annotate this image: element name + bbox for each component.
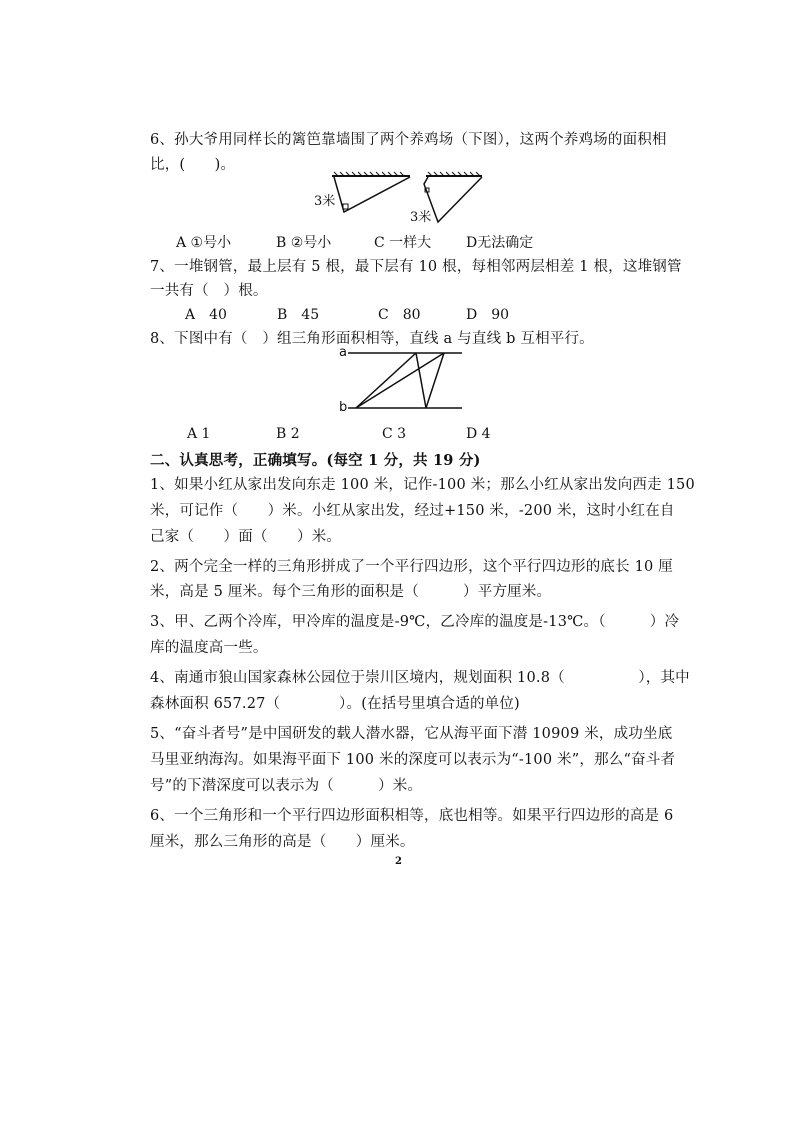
s2-line: 3、甲、乙两个冷库，甲冷库的温度是-9℃，乙冷库的温度是-13℃。（ ）冷 — [150, 614, 680, 630]
s2-line: 5、“奋斗者号”是中国研发的载人潜水器，它从海平面下潜 10909 米，成功坐底 — [150, 726, 673, 742]
q7-line-1: 7、一堆钢管，最上层有 5 根，最下层有 10 根，每相邻两层相差 1 根，这堆钢管 — [150, 259, 682, 275]
s2-line: 米，可记作（ ）米。小红从家出发，经过+150 米，-200 米，这时小红在自 — [150, 503, 675, 519]
fig1-label: 3米 — [314, 194, 336, 209]
q7-option-d: D 90 — [466, 307, 510, 323]
s2-line: 厘米，那么三角形的高是（ ）厘米。 — [150, 834, 415, 850]
q6-line-2: 比，( )。 — [150, 157, 236, 173]
q7-option-a: A 40 — [185, 307, 227, 323]
s2-line: 库的温度高一些。 — [150, 640, 268, 656]
s2-line: 号”的下潜深度可以表示为（ ）米。 — [150, 778, 423, 794]
line-b-label: b — [339, 400, 348, 415]
s2-line: 马里亚纳海沟。如果海平面下 100 米的深度可以表示为“-100 米”，那么“奋斗者 — [150, 752, 676, 768]
q7-line-2: 一共有（ ）根。 — [150, 283, 268, 299]
q6-line-1: 6、孙大爷用同样长的篱笆靠墙围了两个养鸡场（下图），这两个养鸡场的面积相 — [150, 132, 667, 148]
q7-option-b: B 45 — [277, 307, 320, 323]
q8-line-1: 8、下图中有（ ）组三角形面积相等，直线 a 与直线 b 互相平行。 — [150, 331, 594, 347]
chicken-farm-figure — [310, 168, 490, 226]
s2-line: 2、两个完全一样的三角形拼成了一个平行四边形，这个平行四边形的底长 10 厘 — [150, 559, 673, 575]
q6-option-b: B ②号小 — [276, 235, 332, 251]
s2-line: 米，高是 5 厘米。每个三角形的面积是（ ）平方厘米。 — [150, 584, 552, 600]
q8-option-c: C 3 — [382, 426, 407, 442]
q6-option-d: D无法确定 — [466, 235, 534, 251]
s2-line: 6、一个三角形和一个平行四边形面积相等，底也相等。如果平行四边形的高是 6 — [150, 808, 674, 824]
page-number: 2 — [395, 856, 402, 867]
section-2-heading: 二、认真思考，正确填写。(每空 1 分，共 19 分) — [150, 452, 481, 469]
s2-line: 4、南通市狼山国家森林公园位于崇川区境内，规划面积 10.8（ ），其中 — [150, 670, 690, 686]
parallel-lines-figure — [336, 344, 466, 414]
line-a-label: a — [339, 345, 347, 360]
q8-option-a: A 1 — [187, 426, 211, 442]
fig2-label: 3米 — [410, 210, 432, 225]
q8-option-b: B 2 — [276, 426, 300, 442]
q7-option-c: C 80 — [378, 307, 421, 323]
s2-line: 1、如果小红从家出发向东走 100 米，记作-100 米；那么小红从家出发向西走 150 — [150, 477, 695, 493]
s2-line: 森林面积 657.27（ ）。(在括号里填合适的单位) — [150, 696, 520, 712]
s2-line: 己家（ ）面（ ）米。 — [150, 529, 342, 545]
q8-option-d: D 4 — [466, 426, 491, 442]
q6-option-a: A ①号小 — [176, 235, 232, 251]
q6-option-c: C 一样大 — [374, 235, 432, 251]
